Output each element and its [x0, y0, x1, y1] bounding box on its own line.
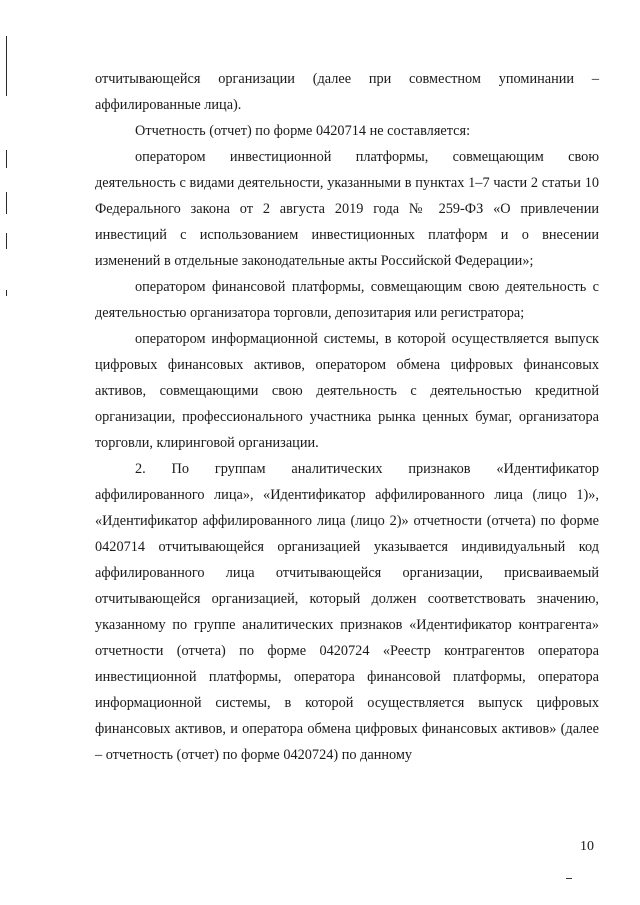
scan-mark [6, 233, 7, 249]
scan-mark [6, 150, 7, 168]
scan-mark [566, 878, 572, 879]
paragraph-continuation: отчитывающейся организации (далее при совместном упоминании – аффилированные лица). [95, 71, 599, 113]
scan-mark [6, 290, 7, 296]
body-text [95, 66, 599, 768]
paragraph-information-system: оператором информационной системы, в которой осуществляется выпуск цифровых финансовых активов, оператором обмена цифровых финансовых активов, совмещающими свою деятельность с деятельностью кредитной организации, профессионального участника рынка ценных бумаг, организатора торговли, клиринговой организации. [95, 331, 599, 451]
paragraph-item-2: 2. По группам аналитических признаков «Идентификатор аффилированного лица», «Идентификатор аффилированного лица (лицо 1)», «Идентификатор аффилированного лица (лицо 2)» отчетности (отчета) по форме 0420714 отчитывающейся организацией указывается индивидуальный код аффилированного лица отчитывающейся организации, присваиваемый отчитывающейся организацией, который должен соответствовать значению, указанному по группе аналитических признаков «Идентификатор контрагента» отчетности (отчета) по форме 0420724 «Реестр контрагентов оператора инвестиционной платформы, оператора финансовой платформы, оператора информационной системы, в которой осуществляется выпуск цифровых финансовых активов, и оператора обмена цифровых финансовых активов» (далее – отчетность (отчет) по форме 0420724) по данному [95, 461, 599, 763]
paragraph-financial-platform: оператором финансовой платформы, совмещающим свою деятельность с деятельностью организатора торговли, депозитария или регистратора; [95, 279, 599, 321]
page-number: 10 [580, 839, 594, 854]
paragraph-investment-platform: оператором инвестиционной платформы, совмещающим свою деятельность с видами деятельности, указанными в пунктах 1–7 части 2 статьи 10 Федерального закона от 2 августа 2019 года № 259-ФЗ «О привлечении инвестиций с использованием инвестиционных платформ и о внесении изменений в отдельные законодательные акты Российской Федерации»; [95, 149, 599, 269]
scan-mark [6, 36, 7, 96]
paragraph-not-compiled: Отчетность (отчет) по форме 0420714 не составляется: [135, 123, 471, 139]
scan-mark [6, 192, 7, 214]
